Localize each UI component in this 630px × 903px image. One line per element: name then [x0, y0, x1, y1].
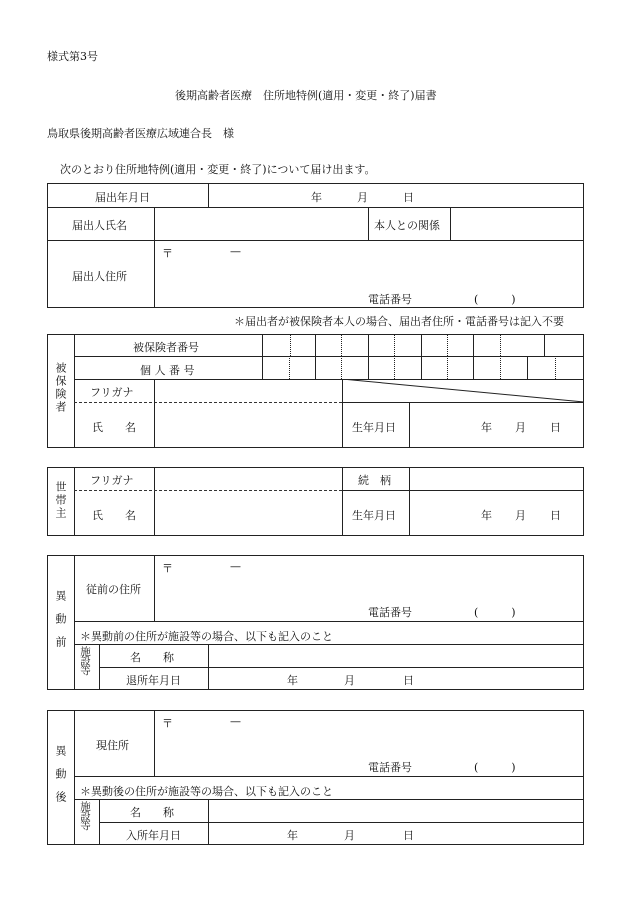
form-title: 後期高齢者医療 住所地特例(適用・変更・終了)届書 — [175, 89, 437, 102]
householder-birth-day: 日 — [550, 509, 561, 522]
after-facility-note: ＊異動後の住所が施設等の場合、以下も記入のこと — [80, 785, 333, 798]
before-phone-parens: ( ) — [474, 606, 516, 619]
addressee: 鳥取県後期高齢者医療広域連合長 様 — [47, 127, 234, 140]
void-diagonal — [342, 379, 584, 402]
after-phone-parens: ( ) — [474, 761, 516, 774]
after-entry-day: 日 — [403, 829, 414, 842]
after-address-label: 現住所 — [96, 739, 129, 752]
submitter-name-field[interactable] — [155, 208, 367, 240]
before-exit-date-label: 退所年月日 — [126, 674, 181, 687]
insured-number-label: 被保険者番号 — [133, 341, 199, 354]
after-postal-dash: — — [230, 715, 241, 728]
after-facility-name-label: 名 称 — [130, 806, 174, 819]
submit-date-field[interactable] — [209, 184, 583, 207]
before-address-label: 従前の住所 — [86, 583, 141, 596]
before-postal-mark: 〒 — [162, 562, 173, 575]
insured-birth-day: 日 — [550, 421, 561, 434]
form-number: 様式第3号 — [47, 50, 98, 63]
before-facility-side: 施設等 — [79, 646, 91, 675]
householder-furigana-field[interactable] — [155, 468, 342, 490]
householder-relation-label: 続 柄 — [358, 474, 391, 487]
insured-number-field[interactable] — [263, 335, 583, 356]
after-entry-date-field[interactable] — [209, 823, 583, 844]
householder-relation-field[interactable] — [410, 468, 583, 490]
before-facility-name-field[interactable] — [209, 645, 583, 667]
insured-name-field[interactable] — [155, 403, 342, 447]
before-exit-year: 年 — [287, 674, 298, 687]
submitter-address-label: 届出人住所 — [72, 270, 127, 283]
householder-birth-label: 生年月日 — [352, 509, 396, 522]
submit-month-unit: 月 — [357, 191, 368, 204]
phone-label: 電話番号 — [368, 293, 412, 306]
intro-text: 次のとおり住所地特例(適用・変更・終了)について届け出ます。 — [60, 163, 376, 176]
submitter-note: ＊届出者が被保険者本人の場合、届出者住所・電話番号は記入不要 — [234, 315, 564, 328]
insured-birth-year: 年 — [481, 421, 492, 434]
householder-name-field[interactable] — [155, 491, 342, 535]
householder-birth-year: 年 — [481, 509, 492, 522]
after-entry-date-label: 入所年月日 — [126, 829, 181, 842]
personal-number-field[interactable] — [263, 357, 583, 379]
before-facility-note: ＊異動前の住所が施設等の場合、以下も記入のこと — [80, 630, 333, 643]
before-exit-month: 月 — [344, 674, 355, 687]
insured-birth-label: 生年月日 — [352, 421, 396, 434]
relation-label: 本人との関係 — [374, 219, 440, 232]
after-entry-month: 月 — [344, 829, 355, 842]
before-postal-dash: — — [230, 560, 241, 573]
before-side-label: 異動前 — [54, 590, 67, 659]
before-exit-date-field[interactable] — [209, 668, 583, 689]
before-exit-day: 日 — [403, 674, 414, 687]
postal-mark: 〒 — [162, 247, 173, 260]
insured-birth-month: 月 — [515, 421, 526, 434]
householder-birth-month: 月 — [515, 509, 526, 522]
after-facility-side: 施設等 — [79, 801, 91, 830]
householder-side-label: 世帯主 — [54, 481, 67, 520]
after-side-label: 異動後 — [54, 745, 67, 814]
after-postal-mark: 〒 — [162, 717, 173, 730]
submitter-name-label: 届出人氏名 — [72, 219, 127, 232]
relation-field[interactable] — [451, 208, 583, 240]
postal-dash: — — [230, 245, 241, 258]
phone-parens: ( ) — [474, 293, 516, 306]
personal-number-label: 個 人 番 号 — [140, 364, 195, 377]
insured-furigana-label: フリガナ — [90, 386, 134, 399]
householder-name-label: 氏 名 — [92, 509, 136, 522]
insured-furigana-field[interactable] — [155, 380, 342, 402]
after-facility-name-field[interactable] — [209, 800, 583, 822]
insured-name-label: 氏 名 — [92, 421, 136, 434]
householder-furigana-label: フリガナ — [90, 474, 134, 487]
submit-year-unit: 年 — [311, 191, 322, 204]
before-phone-label: 電話番号 — [368, 606, 412, 619]
submit-day-unit: 日 — [403, 191, 414, 204]
after-phone-label: 電話番号 — [368, 761, 412, 774]
after-entry-year: 年 — [287, 829, 298, 842]
submit-date-label: 届出年月日 — [95, 191, 150, 204]
insured-side-label: 被保険者 — [54, 362, 67, 414]
before-facility-name-label: 名 称 — [130, 651, 174, 664]
